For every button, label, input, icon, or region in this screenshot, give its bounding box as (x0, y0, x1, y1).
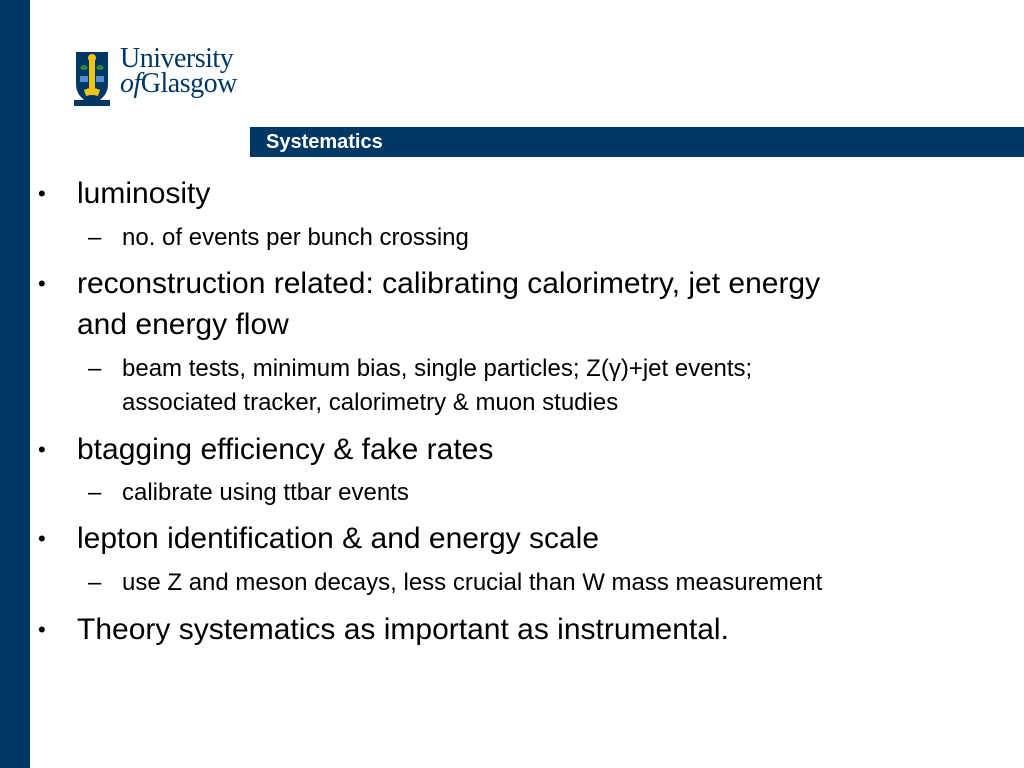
dash-symbol: – (88, 569, 102, 596)
dash-symbol: – (88, 224, 102, 251)
university-wordmark (120, 43, 237, 99)
dash-symbol: – (88, 355, 102, 382)
slide-title: Systematics (266, 131, 383, 153)
wordmark-line2 (120, 68, 237, 99)
left-accent-bar (0, 0, 30, 768)
bullet-text: btagging efficiency & fake rates (77, 433, 494, 466)
bullet-symbol: • (38, 526, 46, 551)
dash-symbol: – (88, 479, 102, 506)
bullet-text: lepton identification & and energy scale (77, 522, 600, 555)
bullet-text: reconstruction related: calibrating calorimetry, jet energy (77, 267, 821, 300)
title-bar (250, 127, 1024, 157)
sub-bullet-text: calibrate using ttbar events (122, 479, 409, 506)
bullet-text-line2: and energy flow (77, 308, 289, 341)
university-logo (74, 43, 264, 110)
bullet-text: Theory systematics as important as instrumental. (77, 613, 729, 646)
wordmark-of: of (120, 68, 141, 99)
bullet-symbol: • (38, 271, 46, 296)
bullet-symbol: • (38, 437, 46, 462)
sub-bullet-text: beam tests, minimum bias, single particles; Z(γ)+jet events; (122, 355, 753, 382)
sub-bullet-text: use Z and meson decays, less crucial than W mass measurement (122, 569, 823, 596)
wordmark-glasgow: Glasgow (140, 68, 237, 99)
bullet-text: luminosity (77, 177, 211, 210)
sub-bullet-text-line2: associated tracker, calorimetry & muon studies (122, 389, 619, 416)
bullet-symbol: • (38, 181, 46, 206)
university-crest-icon (74, 50, 110, 108)
bullet-symbol: • (38, 617, 46, 642)
wordmark-line1: University (120, 43, 234, 74)
sub-bullet-text: no. of events per bunch crossing (122, 224, 469, 251)
